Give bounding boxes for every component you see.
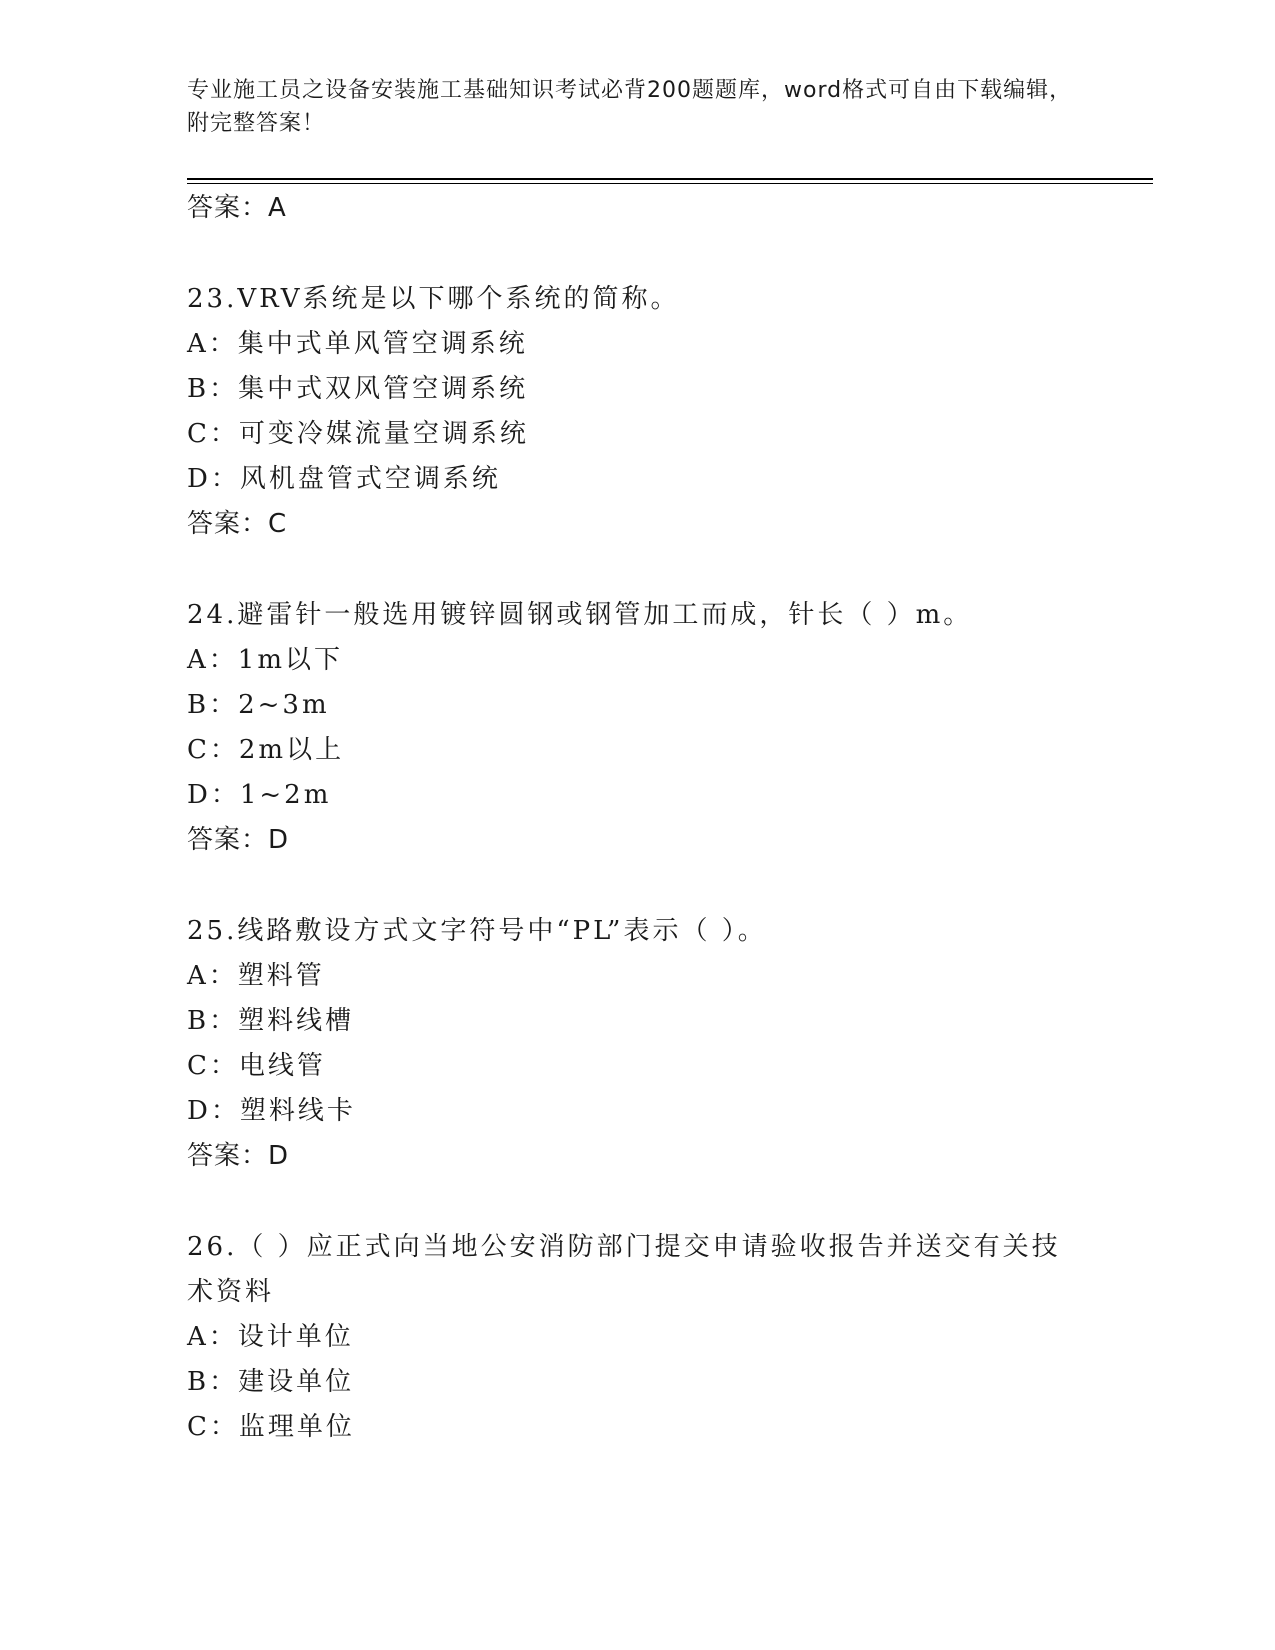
option-d: D：风机盘管式空调系统 (187, 464, 501, 494)
option-c: C：电线管 (187, 1051, 326, 1081)
question-block (187, 909, 1087, 1179)
header-divider (187, 178, 1153, 180)
question-text: 23.VRV系统是以下哪个系统的简称。 (187, 284, 680, 314)
document-body (187, 186, 1087, 1450)
option-c: C：监理单位 (187, 1412, 355, 1442)
option-a: A：集中式单风管空调系统 (187, 329, 528, 359)
answer-line: 答案：A (187, 193, 287, 223)
question-block (187, 1225, 1087, 1450)
option-b: B：2~3m (187, 690, 330, 720)
question-text: 25.线路敷设方式文字符号中“PL”表示（ ）。 (187, 916, 767, 946)
question-block (187, 277, 1087, 547)
option-b: B：建设单位 (187, 1367, 355, 1397)
option-a: A：1m以下 (187, 645, 343, 675)
option-b: B：塑料线槽 (187, 1006, 355, 1036)
option-d: D：塑料线卡 (187, 1096, 356, 1126)
option-a: A：塑料管 (187, 961, 325, 991)
header-divider-thin (187, 183, 1153, 184)
question-block (187, 593, 1087, 863)
answer-line: 答案：D (187, 1141, 290, 1171)
answer-line: 答案：D (187, 825, 290, 855)
option-b: B：集中式双风管空调系统 (187, 374, 529, 404)
option-c: C：2m以上 (187, 735, 345, 765)
option-a: A：设计单位 (187, 1322, 354, 1352)
answer-line: 答案：C (187, 509, 288, 539)
question-text: 24.避雷针一般选用镀锌圆钢或钢管加工而成，针长（ ）m。 (187, 600, 973, 630)
question-text: 26.（ ）应正式向当地公安消防部门提交申请验收报告并送交有关技术资料 (187, 1232, 1061, 1307)
option-d: D：1~2m (187, 780, 332, 810)
option-c: C：可变冷媒流量空调系统 (187, 419, 529, 449)
document-header: 专业施工员之设备安装施工基础知识考试必背200题题库，word格式可自由下载编辑，附完整答案！ (187, 78, 1073, 136)
